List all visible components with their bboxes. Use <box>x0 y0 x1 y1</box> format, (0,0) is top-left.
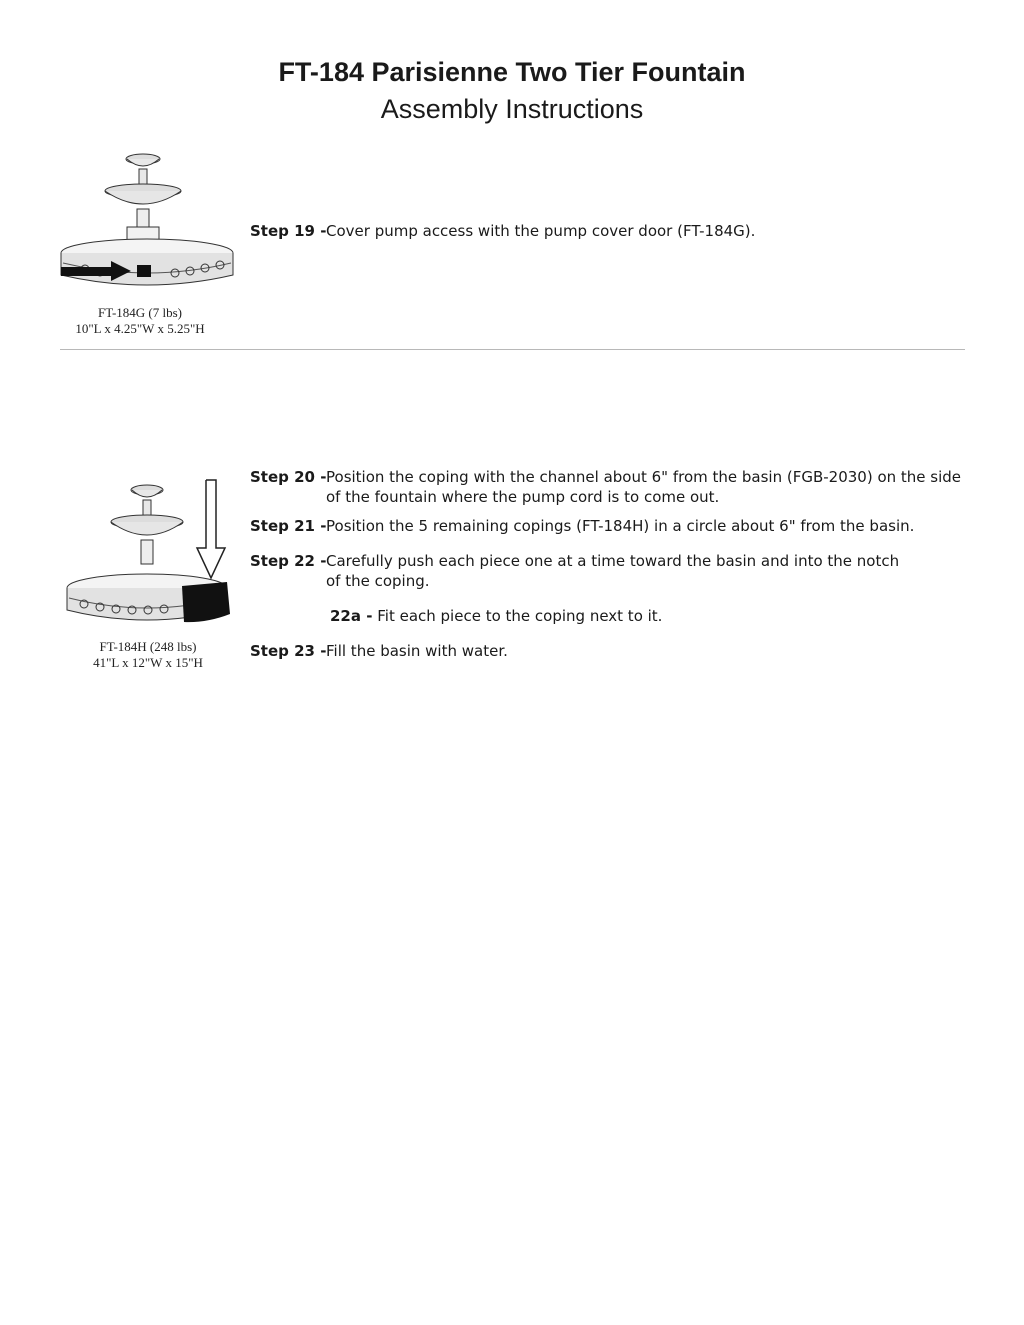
step-label: Step 19 - <box>250 222 327 240</box>
step-text: Fill the basin with water. <box>326 642 508 660</box>
step-22a <box>330 606 662 626</box>
fountain-icon <box>62 478 237 633</box>
fountain-icon <box>55 145 240 295</box>
step-text: Cover pump access with the pump cover door (FT-184G). <box>326 222 756 240</box>
part-number: FT-184G (7 lbs) <box>97 305 183 320</box>
step-text: Fit each piece to the coping next to it. <box>377 607 663 625</box>
figure1-caption <box>60 305 220 337</box>
step-21 <box>250 516 970 536</box>
step-label: Step 22 - <box>250 552 327 570</box>
part-number: FT-184H (248 lbs) <box>99 639 197 654</box>
step-text: Position the coping with the channel about 6" from the basin (FGB-2030) on the side of the fountain where the pump cord is to come out. <box>326 468 962 506</box>
step-label: Step 20 - <box>250 468 327 486</box>
fountain-figure-coping <box>62 478 237 633</box>
page-subtitle: Assembly Instructions <box>380 94 644 124</box>
step-label: Step 23 - <box>250 642 327 660</box>
coping-piece-highlight <box>182 582 230 622</box>
step-text: Position the 5 remaining copings (FT-184H) in a circle about 6" from the basin. <box>326 517 915 535</box>
step-19 <box>250 221 970 241</box>
page-title: FT-184 Parisienne Two Tier Fountain <box>278 57 746 87</box>
figure2-caption <box>68 639 228 671</box>
fountain-figure-pump-cover <box>55 145 240 295</box>
step-20 <box>250 467 970 507</box>
part-dimensions: 10"L x 4.25"W x 5.25"H <box>75 321 205 336</box>
part-dimensions: 41"L x 12"W x 15"H <box>93 655 203 670</box>
step-23 <box>250 641 970 661</box>
step-label: Step 21 - <box>250 517 327 535</box>
step-label: 22a - <box>330 607 373 625</box>
step-text: Carefully push each piece one at a time toward the basin and into the notch of the coping. <box>326 552 900 590</box>
step-22 <box>250 551 900 591</box>
section-divider <box>60 349 965 350</box>
arrow-down-icon <box>197 480 225 578</box>
